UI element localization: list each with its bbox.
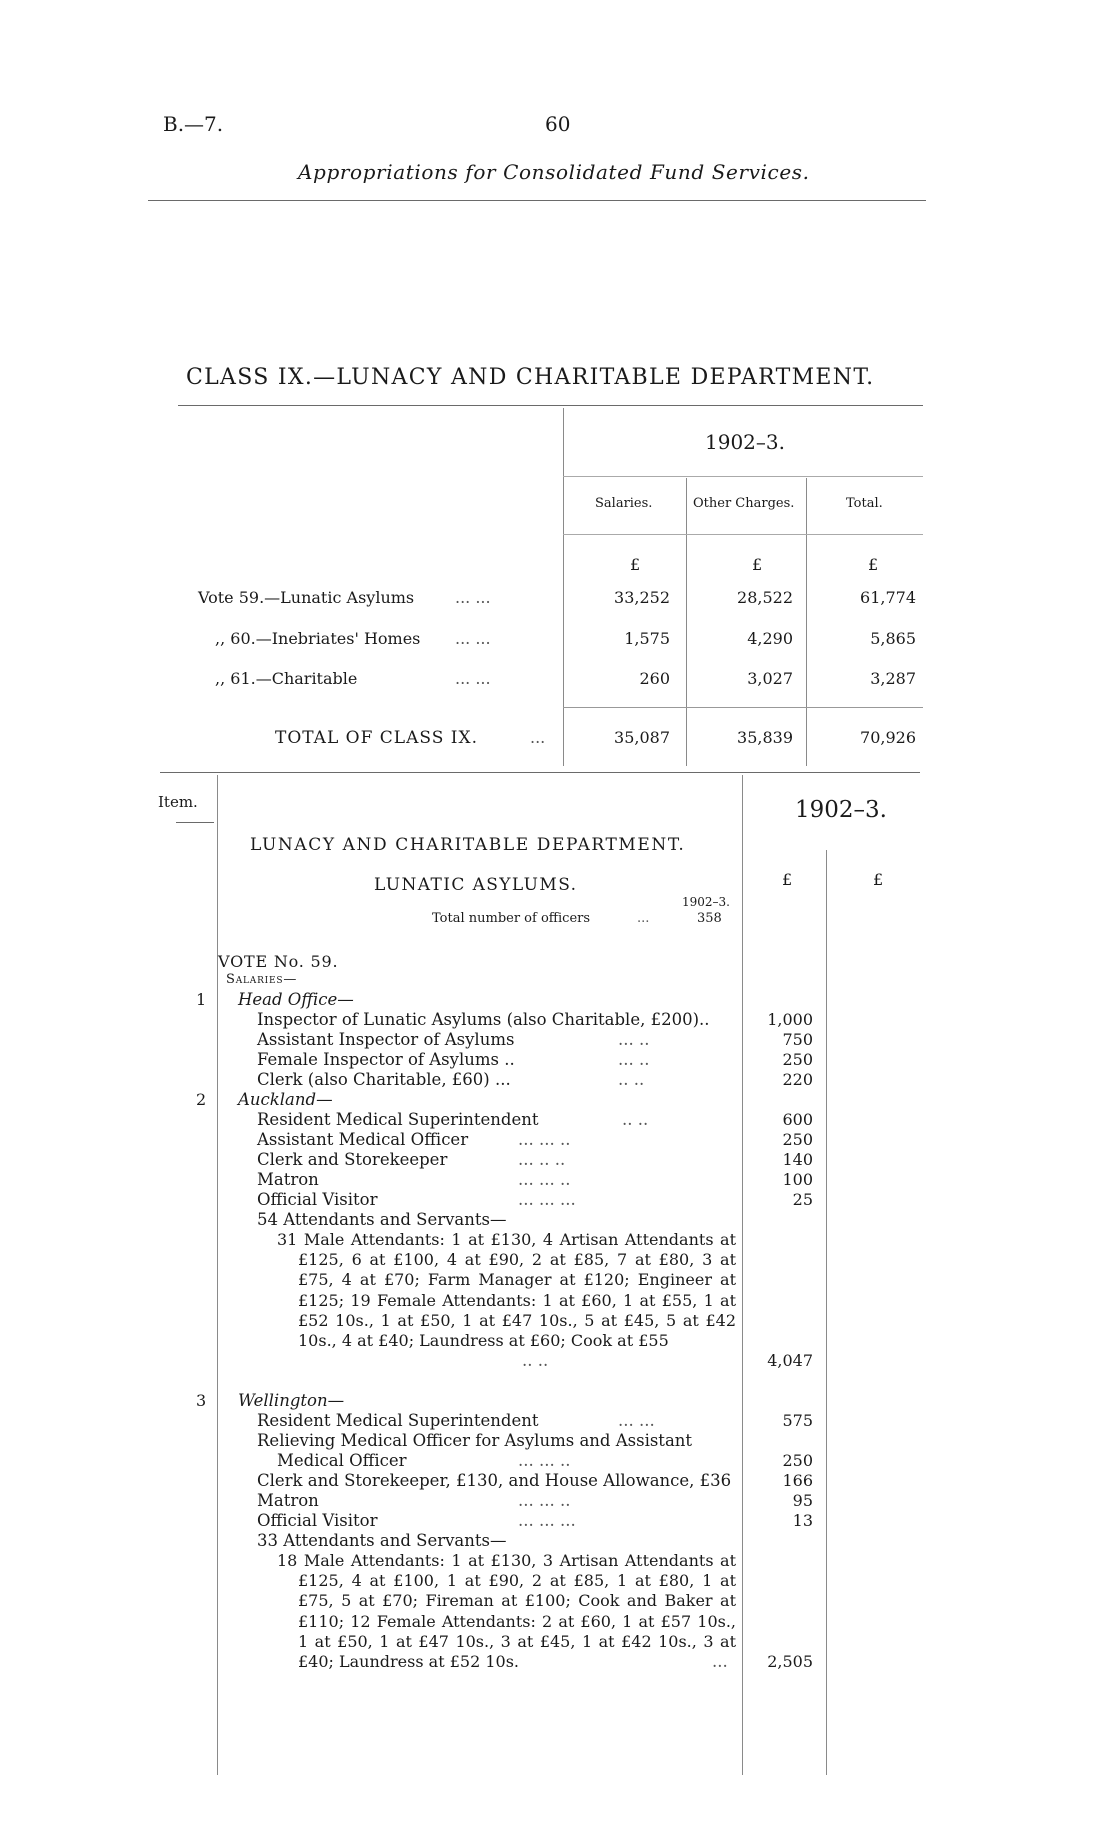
line-amount: 25 — [792, 1190, 813, 1209]
line-item: Assistant Inspector of Asylums — [257, 1030, 515, 1049]
currency-salaries: £ — [630, 555, 641, 574]
item-number: 3 — [196, 1391, 207, 1410]
summary-row-leader: ... ... — [455, 669, 491, 688]
line-amount: 250 — [782, 1130, 813, 1149]
detail-year: 1902–3. — [795, 797, 887, 823]
line-amount: 220 — [782, 1070, 813, 1089]
line-item: Official Visitor — [257, 1511, 378, 1530]
line-amount: 140 — [782, 1150, 813, 1169]
summary-total-other: 35,839 — [737, 728, 793, 747]
class-heading: CLASS IX.—LUNACY AND CHARITABLE DEPARTMENT. — [186, 365, 875, 390]
line-amount: 250 — [782, 1050, 813, 1069]
line-item: Resident Medical Superintendent — [257, 1411, 539, 1430]
line-item-continued: Medical Officer — [277, 1451, 407, 1470]
line-amount: 1,000 — [767, 1010, 813, 1029]
line-leader: ... ... — [618, 1411, 655, 1430]
col-salaries-header: Salaries. — [595, 496, 653, 511]
line-amount: 575 — [782, 1411, 813, 1430]
line-leader: .. .. — [622, 1110, 649, 1129]
line-amount: 750 — [782, 1030, 813, 1049]
running-title: Appropriations for Consolidated Fund Services. — [298, 160, 810, 184]
summary-row-label: Vote 59.—Lunatic Asylums — [198, 588, 415, 607]
summary-total-leader: ... — [530, 728, 546, 747]
summary-row-total: 61,774 — [860, 588, 916, 607]
line-item: Matron — [257, 1491, 319, 1510]
class-heading-rule — [178, 405, 923, 406]
officers-label: Total number of officers — [432, 911, 591, 926]
summary-row-label: ,, 60.—Inebriates' Homes — [215, 629, 421, 648]
line-leader: ... .. — [618, 1030, 650, 1049]
line-item: Clerk and Storekeeper, £130, and House Allowance, £36 — [257, 1471, 732, 1490]
line-leader: ... .. — [618, 1050, 650, 1069]
item-number: 2 — [196, 1090, 207, 1109]
summary-row-salaries: 33,252 — [614, 588, 670, 607]
officers-count: 358 — [697, 911, 722, 926]
line-leader: .. .. — [522, 1351, 549, 1370]
line-leader: ... ... .. — [518, 1491, 571, 1510]
line-amount: 166 — [782, 1471, 813, 1490]
officers-leader: ... — [637, 911, 650, 926]
line-leader: ... ... .. — [518, 1451, 571, 1470]
line-item: Relieving Medical Officer for Asylums and Assistant — [257, 1431, 693, 1450]
line-item: Official Visitor — [257, 1190, 378, 1209]
line-item: Inspector of Lunatic Asylums (also Charitable, £200).. — [257, 1010, 710, 1029]
line-item: 33 Attendants and Servants— — [257, 1531, 507, 1550]
page-number: 60 — [545, 112, 571, 136]
line-item: 54 Attendants and Servants— — [257, 1210, 507, 1229]
line-leader: .. .. — [618, 1070, 645, 1089]
summary-total-salaries: 35,087 — [614, 728, 670, 747]
line-item: Female Inspector of Asylums .. — [257, 1050, 515, 1069]
line-amount: 600 — [782, 1110, 813, 1129]
summary-row-leader: ... ... — [455, 629, 491, 648]
currency-col-1: £ — [782, 870, 793, 889]
line-leader: ... ... .. — [518, 1130, 571, 1149]
detail-dept-heading: LUNACY AND CHARITABLE DEPARTMENT. — [250, 835, 686, 855]
salaries-heading: Salaries— — [226, 972, 298, 987]
currency-total: £ — [868, 555, 879, 574]
line-amount: 4,047 — [767, 1351, 813, 1370]
summary-row-other: 3,027 — [747, 669, 793, 688]
line-amount: 2,505 — [767, 1652, 813, 1671]
line-item: Resident Medical Superintendent — [257, 1110, 539, 1129]
col-other-charges-header: Other Charges. — [693, 496, 795, 511]
line-amount: 95 — [792, 1491, 813, 1510]
line-item: Matron — [257, 1170, 319, 1189]
summary-row-other: 4,290 — [747, 629, 793, 648]
summary-row-leader: ... ... — [455, 588, 491, 607]
line-leader: ... — [712, 1652, 728, 1671]
line-amount: 100 — [782, 1170, 813, 1189]
detail-sub-heading: LUNATIC ASYLUMS. — [374, 875, 578, 895]
line-leader: ... ... .. — [518, 1170, 571, 1189]
currency-col-2: £ — [873, 870, 884, 889]
summary-row-salaries: 1,575 — [624, 629, 670, 648]
summary-total-label: TOTAL OF CLASS IX. — [275, 728, 478, 748]
summary-row-label: ,, 61.—Charitable — [215, 669, 358, 688]
summary-row-salaries: 260 — [639, 669, 670, 688]
attendants-detail: 18 Male Attendants: 1 at £130, 3 Artisan Attendants at £125, 4 at £100, 1 at £90, 2 at £85, 1 at £80, 1 at £75, 5 at £70; Fireman at £100; Cook and Baker at £110; 12 Female Attendants: 2 at £60, 1 at £57 10s., 1 at £50, 1 at £47 10s., 3 at £45, 1 at £42 10s., 3 at £40; Laundress at £52 10s. — [277, 1551, 736, 1672]
item-title: Wellington— — [238, 1391, 345, 1410]
item-title: Head Office— — [238, 990, 354, 1009]
line-amount: 250 — [782, 1451, 813, 1470]
summary-year: 1902–3. — [705, 430, 785, 454]
summary-row-total: 3,287 — [870, 669, 916, 688]
line-item: Assistant Medical Officer — [257, 1130, 469, 1149]
line-amount: 13 — [792, 1511, 813, 1530]
doc-reference: B.—7. — [163, 112, 224, 136]
summary-row-other: 28,522 — [737, 588, 793, 607]
attendants-detail: 31 Male Attendants: 1 at £130, 4 Artisan Attendants at £125, 6 at £100, 4 at £90, 2 at £85, 7 at £80, 3 at £75, 4 at £70; Farm Manager at £120; Engineer at £125; 19 Female Attendants: 1 at £60, 1 at £55, 1 at £52 10s., 1 at £50, 1 at £47 10s., 5 at £45, 5 at £42 10s., 4 at £40; Laundress at £60; Cook at £55 — [277, 1230, 736, 1351]
item-column-header: Item. — [158, 793, 198, 811]
line-item: Clerk and Storekeeper — [257, 1150, 448, 1169]
item-number: 1 — [196, 990, 207, 1009]
col-total-header: Total. — [846, 496, 883, 511]
summary-total-total: 70,926 — [860, 728, 916, 747]
item-title: Auckland— — [238, 1090, 333, 1109]
currency-other: £ — [752, 555, 763, 574]
header-rule — [148, 200, 926, 201]
summary-row-total: 5,865 — [870, 629, 916, 648]
officers-year: 1902–3. — [682, 895, 730, 909]
section-divider — [160, 772, 920, 773]
line-leader: ... ... ... — [518, 1511, 576, 1530]
vote-heading: VOTE No. 59. — [218, 952, 339, 971]
line-item: Clerk (also Charitable, £60) ... — [257, 1070, 511, 1089]
line-leader: ... .. .. — [518, 1150, 566, 1169]
line-leader: ... ... ... — [518, 1190, 576, 1209]
